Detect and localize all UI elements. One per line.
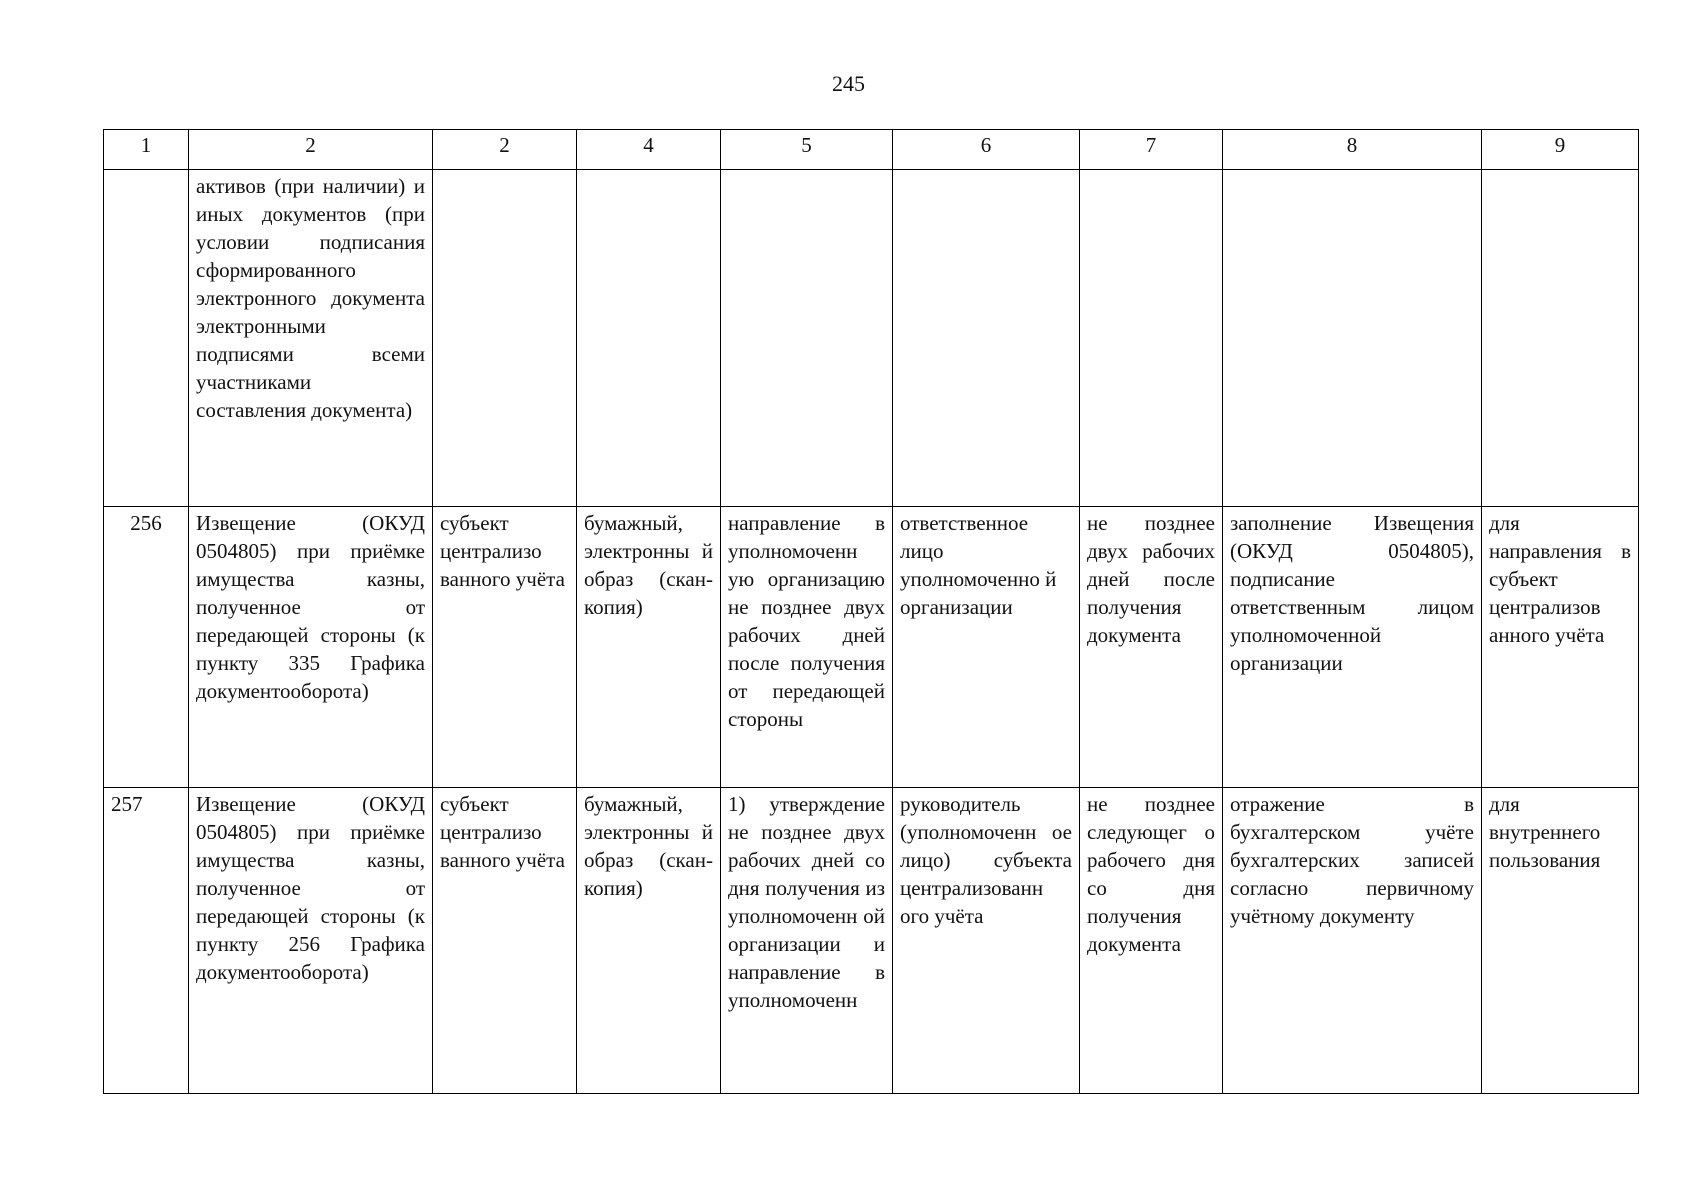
cell-procedure: направление в уполномоченн ую организацию не позднее двух рабочих дней после получения от передающей стороны xyxy=(721,507,893,788)
cell-number: 256 xyxy=(104,507,189,788)
cell-document-form: бумажный, электронны й образ (скан-копия) xyxy=(577,507,721,788)
cell-action: отражение в бухгалтерском учёте бухгалтерских записей согласно первичному учётному документу xyxy=(1223,788,1482,1094)
header-cell-9: 9 xyxy=(1482,130,1639,170)
cell-document-name: Извещение (ОКУД 0504805) при приёмке имущества казны, полученное от передающей стороны (к пункту 256 Графика документооборота) xyxy=(189,788,433,1094)
cell-procedure: 1) утверждение не позднее двух рабочих дней со дня получения из уполномоченн ой организации и направление в уполномоченн xyxy=(721,788,893,1094)
header-cell-7: 7 xyxy=(1080,130,1223,170)
cell-document-form: бумажный, электронны й образ (скан-копия) xyxy=(577,788,721,1094)
cell-purpose: для направления в субъект централизов анного учёта xyxy=(1482,507,1639,788)
cell-action xyxy=(1223,170,1482,507)
header-cell-2: 2 xyxy=(189,130,433,170)
cell-procedure xyxy=(721,170,893,507)
cell-responsible-person: ответственное лицо уполномоченно й организации xyxy=(893,507,1080,788)
header-cell-3: 2 xyxy=(433,130,577,170)
cell-deadline: не позднее двух рабочих дней после получения документа xyxy=(1080,507,1223,788)
cell-document-form xyxy=(577,170,721,507)
header-row xyxy=(104,130,1639,170)
cell-number xyxy=(104,170,189,507)
cell-responsible-person: руководитель (уполномоченн ое лицо) субъекта централизованн ого учёта xyxy=(893,788,1080,1094)
header-cell-1: 1 xyxy=(104,130,189,170)
header-cell-4: 4 xyxy=(577,130,721,170)
cell-purpose: для внутреннего пользования xyxy=(1482,788,1639,1094)
cell-number: 257 xyxy=(104,788,189,1094)
cell-action: заполнение Извещения (ОКУД 0504805), подписание ответственным лицом уполномоченной организации xyxy=(1223,507,1482,788)
cell-responsible-subject: субъект централизо ванного учёта xyxy=(433,507,577,788)
cell-deadline xyxy=(1080,170,1223,507)
table-row-256 xyxy=(104,507,1639,788)
header-cell-6: 6 xyxy=(893,130,1080,170)
cell-purpose xyxy=(1482,170,1639,507)
cell-responsible-subject xyxy=(433,170,577,507)
cell-document-name: Извещение (ОКУД 0504805) при приёмке имущества казны, полученное от передающей стороны (к пункту 335 Графика документооборота) xyxy=(189,507,433,788)
header-cell-8: 8 xyxy=(1223,130,1482,170)
cell-responsible-person xyxy=(893,170,1080,507)
document-flow-table xyxy=(103,129,1639,1094)
cell-responsible-subject: субъект централизо ванного учёта xyxy=(433,788,577,1094)
cell-document-name: активов (при наличии) и иных документов (при условии подписания сформированного электронного документа электронными подписями всеми участниками составления документа) xyxy=(189,170,433,507)
page-number: 245 xyxy=(832,71,865,96)
header-cell-5: 5 xyxy=(721,130,893,170)
table-row-257 xyxy=(104,788,1639,1094)
cell-deadline: не позднее следующег о рабочего дня со дня получения документа xyxy=(1080,788,1223,1094)
table-row-continuation xyxy=(104,170,1639,507)
